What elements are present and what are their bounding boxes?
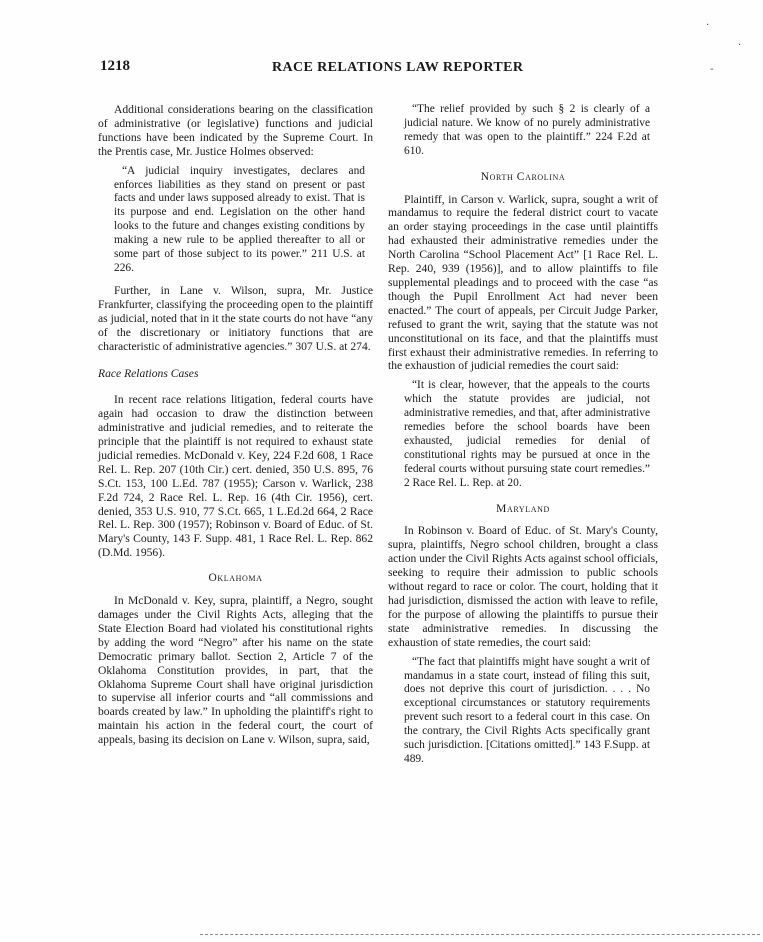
block-quote: “The relief provided by such § 2 is clearly of a judicial nature. We know of no purely administrative remedy that was open to the plaintiff.” 224 F.2d at 610.	[404, 103, 650, 157]
scan-speck: ·	[738, 40, 742, 51]
block-quote: “It is clear, however, that the appeals to the courts which the statute provides are judicial, not administrative remedies, and that, after administrative remedies before the school boards have been exhausted, judicial remedies for denial of constitutional rights may be pursued at once in the federal courts without pursuing state court remedies.” 2 Race Rel. L. Rep. at 20.	[404, 379, 650, 489]
page-header	[100, 58, 670, 80]
right-column	[388, 103, 658, 775]
section-heading: Race Relations Cases	[98, 367, 199, 381]
scan-edge-line	[200, 934, 760, 936]
running-head: RACE RELATIONS LAW REPORTER	[272, 60, 524, 75]
subsection-heading: Maryland	[496, 502, 550, 515]
scan-speck: ·	[706, 20, 710, 31]
paragraph: Plaintiff, in Carson v. Warlick, supra, sought a writ of mandamus to require the federal district court to vacate an order staying proceedings in the case until plaintiffs had exhausted their administrative remedies under the North Carolina “School Placement Act” [1 Race Rel. L. Rep. 240, 939 (1956)], and to allow plaintiffs to file supplemental pleadings and to proceed with the case “as though the Pupil Enrollment Act had never been enacted.” The court of appeals, per Circuit Judge Parker, refused to grant the writ, saying that the statute was not unconstitutional on its face, and that the plaintiffs must first exhaust their administrative remedies. In referring to the exhaustion of judicial remedies the court said:	[388, 192, 658, 373]
page-number: 1218	[100, 58, 130, 74]
paragraph: In Robinson v. Board of Educ. of St. Mary's County, supra, plaintiffs, Negro school children, brought a class action under the Civil Rights Acts against school officials, seeking to require their admission to public schools without regard to race or color. The court, holding that it had jurisdiction, dismissed the action with leave to refile, for the purpose of allowing the plaintiffs to pursue their state administrative remedies. In discussing the exhaustion of state remedies, the court said:	[388, 524, 658, 649]
paragraph: Further, in Lane v. Wilson, supra, Mr. Justice Frankfurter, classifying the proceeding open to the plaintiff as judicial, noted that in it the state courts do not have “any of the discretionary or initiatory functions that are characteristic of administrative agencies.” 307 U.S. at 274.	[98, 283, 373, 353]
scan-speck: -	[710, 64, 714, 75]
paragraph: Additional considerations bearing on the classification of administrative (or legislative) functions and judicial functions have been indicated by the Supreme Court. In the Prentis case, Mr. Justice Holmes observed:	[98, 103, 373, 158]
left-column	[98, 103, 373, 751]
subsection-heading: Oklahoma	[208, 572, 263, 585]
subsection-heading: North Carolina	[480, 170, 566, 183]
block-quote: “The fact that plaintiffs might have sought a writ of mandamus in a state court, instead of filing this suit, does not deprive this court of jurisdiction. . . . No exceptional circumstances or statutory requirements prevent such resort to a federal court in this case. On the contrary, the Civil Rights Acts specifically grant such jurisdiction. [Citations omitted].” 143 F.Supp. at 489.	[404, 655, 650, 765]
paragraph: In recent race relations litigation, federal courts have again had occasion to draw the distinction between administrative and judicial remedies, and to reiterate the principle that the plaintiff is not required to exhaust state judicial remedies. McDonald v. Key, 224 F.2d 608, 1 Race Rel. L. Rep. 207 (10th Cir.) cert. denied, 350 U.S. 895, 76 S.Ct. 153, 100 L.Ed. 787 (1955); Carson v. Warlick, 238 F.2d 724, 2 Race Rel. L. Rep. 16 (4th Cir. 1956), cert. denied, 353 U.S. 910, 77 S.Ct. 665, 1 L.Ed.2d 664, 2 Race Rel. L. Rep. 300 (1957); Robinson v. Board of Educ. of St. Mary's County, 143 F. Supp. 481, 1 Race Rel. L. Rep. 862 (D.Md. 1956).	[98, 393, 373, 560]
paragraph: In McDonald v. Key, supra, plaintiff, a Negro, sought damages under the Civil Rights Acts, alleging that the State Election Board had violated his constitutional rights by adding the word “Negro” after his name on the state Democratic primary ballot. Section 2, Article 7 of the Oklahoma Constitution provides, in part, that the Oklahoma Supreme Court shall have original jurisdiction to supervise all inferior courts and “all commissions and boards created by law.” In upholding the plaintiff's right to maintain his action in the federal court, the court of appeals, basing its decision on Lane v. Wilson, supra, said,	[98, 594, 373, 747]
block-quote: “A judicial inquiry investigates, declares and enforces liabilities as they stand on present or past facts and under laws supposed already to exist. That is its purpose and end. Legislation on the other hand looks to the future and changes existing conditions by making a new rule to be applied thereafter to all or some part of those subject to its power.” 211 U.S. at 226.	[114, 164, 365, 274]
